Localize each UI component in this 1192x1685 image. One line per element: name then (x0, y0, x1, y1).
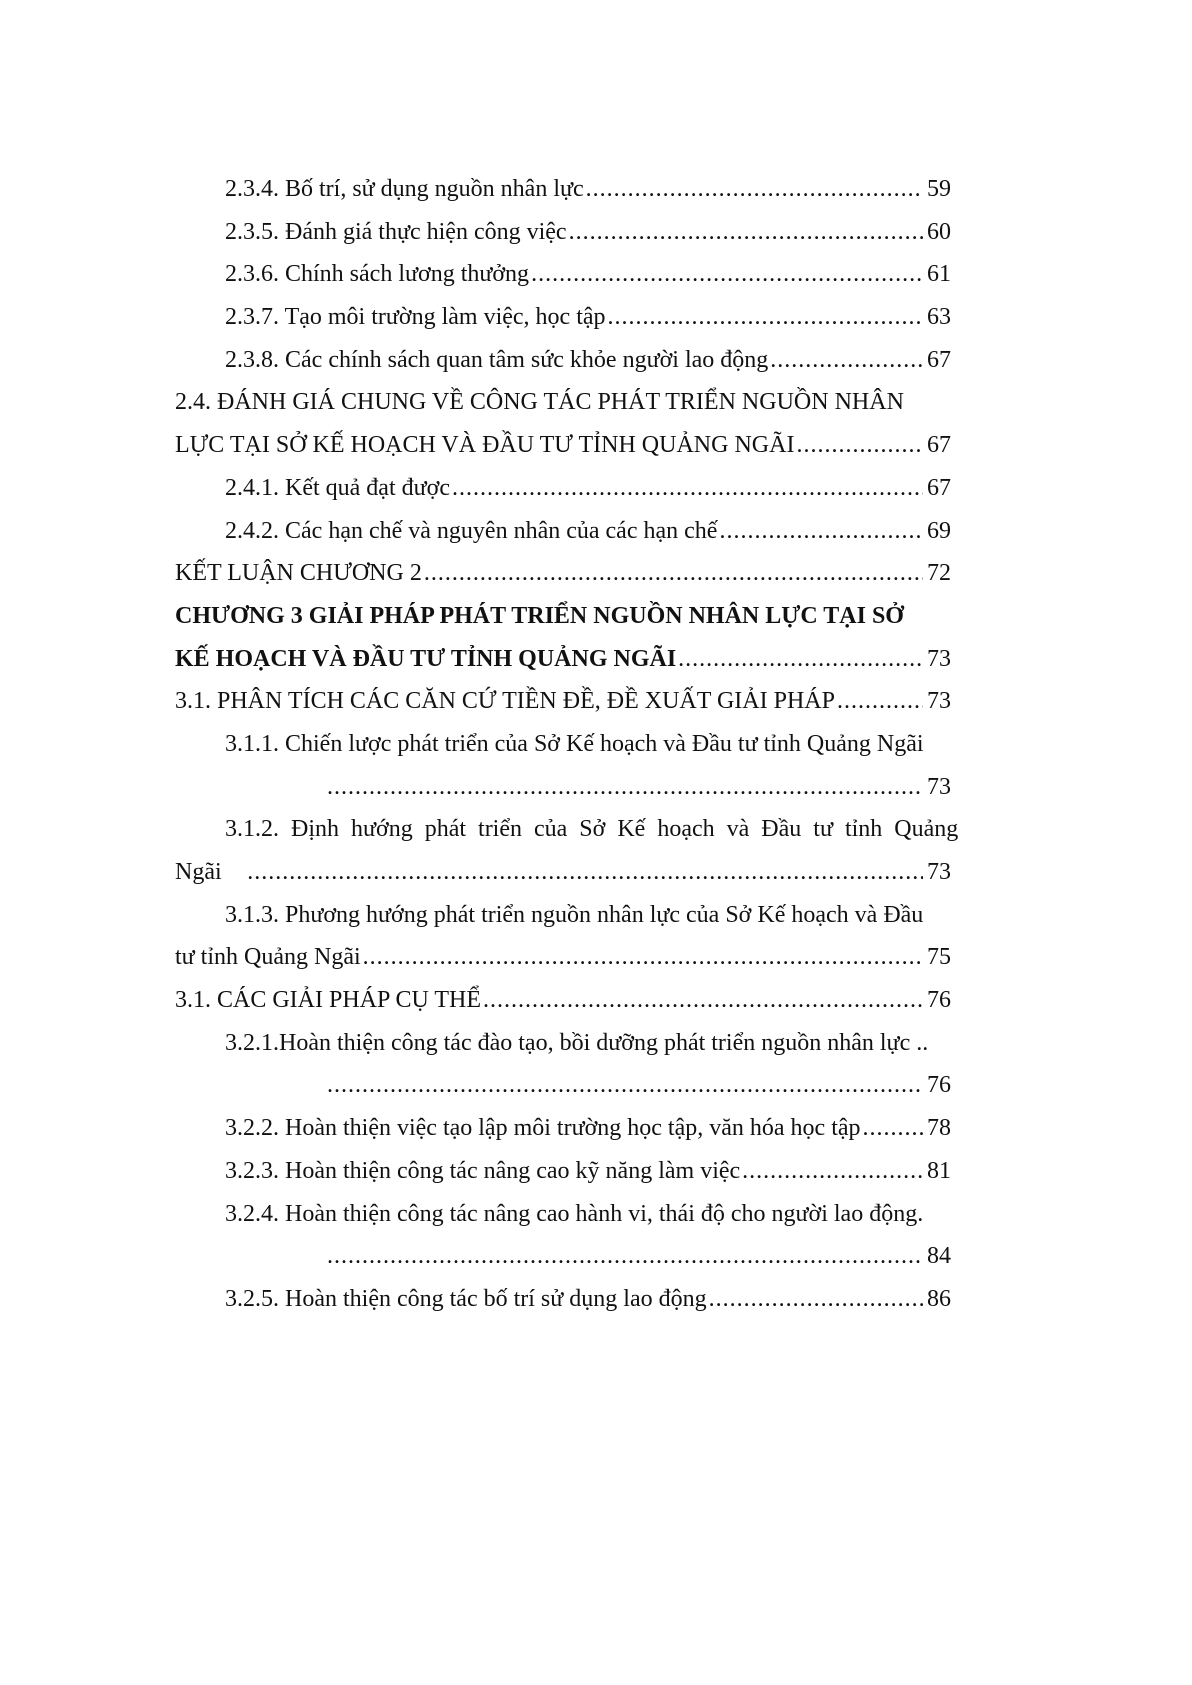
toc-entry-title: 2.4.1. Kết quả đạt được (225, 474, 450, 501)
toc-entry-title: 3.1. CÁC GIẢI PHÁP CỤ THỂ (175, 987, 482, 1014)
toc-entry-title: 2.4.2. Các hạn chế và nguyên nhân của các hạn chế (225, 517, 718, 544)
toc-entry-3-1-phan-tich[interactable] (175, 680, 951, 723)
toc-leader-dots (770, 339, 923, 382)
toc-leader-dots (796, 424, 923, 467)
toc-page-number: 81 (927, 1157, 951, 1184)
toc-entry-title-line2: LỰC TẠI SỞ KẾ HOẠCH VÀ ĐẦU TƯ TỈNH QUẢNG NGÃI (175, 432, 795, 459)
toc-entry-title: 3.2.2. Hoàn thiện việc tạo lập môi trường học tập, văn hóa học tập (225, 1115, 861, 1142)
toc-entry-title-line2: tư tỉnh Quảng Ngãi (175, 944, 361, 971)
toc-entry-title: 2.3.8. Các chính sách quan tâm sức khỏe người lao động (225, 346, 769, 373)
toc-leader-dots (709, 1278, 923, 1321)
toc-entry-3-1-cac-giai-phap[interactable] (175, 979, 951, 1022)
toc-entry-title-line2: KẾ HOẠCH VÀ ĐẦU TƯ TỈNH QUẢNG NGÃI (175, 645, 677, 672)
toc-entry-title: 2.3.5. Đánh giá thực hiện công việc (225, 218, 567, 245)
toc-entry-title-line1: CHƯƠNG 3 GIẢI PHÁP PHÁT TRIỂN NGUỒN NHÂN LỰC TẠI SỞ (175, 602, 904, 629)
toc-entry-title: 3.2.5. Hoàn thiện công tác bố trí sử dụng lao động (225, 1285, 707, 1312)
toc-entry-chuong-3[interactable] (175, 595, 951, 680)
toc-page-number: 73 (927, 688, 951, 715)
toc-leader-dots (837, 680, 923, 723)
toc-entry-title-line1: 3.2.4. Hoàn thiện công tác nâng cao hành vi, thái độ cho người lao động. (225, 1200, 924, 1227)
toc-page-number: 67 (927, 346, 951, 373)
toc-page-number: 73 (927, 859, 951, 885)
toc-leader-dots (327, 1064, 923, 1107)
toc-leader-dots (327, 1235, 923, 1278)
toc-page-number: 67 (927, 474, 951, 501)
toc-leader-dots (327, 766, 923, 809)
toc-leader-dots (719, 510, 923, 553)
toc-entry-2-3-8[interactable] (175, 339, 951, 382)
toc-entry-2-4-2[interactable] (175, 510, 951, 553)
toc-entry-3-1-1[interactable] (175, 723, 951, 808)
toc-leader-dots (483, 979, 923, 1022)
table-of-contents (175, 168, 959, 1321)
toc-page-number: 76 (927, 987, 951, 1014)
toc-entry-title: 2.3.6. Chính sách lương thưởng (225, 261, 530, 288)
toc-leader-dots (363, 936, 923, 979)
toc-page-number: 75 (927, 944, 951, 971)
toc-entry-title-line1: 3.1.3. Phương hướng phát triển nguồn nhân lực của Sở Kế hoạch và Đầu (225, 901, 924, 928)
toc-leader-dots (247, 851, 923, 894)
toc-page-number: 60 (927, 218, 951, 245)
toc-entry-3-1-3[interactable] (175, 894, 951, 979)
toc-entry-title-line1: 3.1.1. Chiến lược phát triển của Sở Kế hoạch và Đầu tư tỉnh Quảng Ngãi (225, 730, 924, 757)
toc-leader-dots (424, 552, 923, 595)
toc-entry-3-1-2[interactable] (175, 808, 959, 893)
toc-page-number: 61 (927, 261, 951, 288)
toc-leader-dots (863, 1107, 923, 1150)
toc-page-number: 78 (927, 1115, 951, 1142)
toc-page-number: 84 (927, 1243, 951, 1270)
toc-entry-2-4-1[interactable] (175, 467, 951, 510)
toc-leader-dots (531, 253, 923, 296)
toc-page-number: 59 (927, 176, 951, 202)
toc-page-number: 86 (927, 1285, 951, 1312)
toc-leader-dots (586, 168, 923, 211)
toc-entry-title: 2.3.4. Bố trí, sử dụng nguồn nhân lực (225, 176, 584, 202)
toc-entry-title: KẾT LUẬN CHƯƠNG 2 (175, 560, 422, 587)
toc-leader-dots (608, 296, 923, 339)
toc-page-number: 73 (927, 645, 951, 672)
toc-entry-title-line1: 2.4. ĐÁNH GIÁ CHUNG VỀ CÔNG TÁC PHÁT TRIỂN NGUỒN NHÂN (175, 389, 904, 416)
toc-entry-title-line1: 3.1.2. Định hướng phát triển của Sở Kế hoạch và Đầu tư tỉnh Quảng (225, 816, 959, 843)
toc-page-number: 73 (927, 773, 951, 800)
toc-entry-title: 3.1. PHÂN TÍCH CÁC CĂN CỨ TIỀN ĐỀ, ĐỀ XUẤT GIẢI PHÁP (175, 688, 835, 715)
toc-entry-3-2-3[interactable] (175, 1150, 951, 1193)
toc-entry-3-2-4[interactable] (175, 1193, 951, 1278)
toc-entry-3-2-2[interactable] (175, 1107, 951, 1150)
toc-entry-title-line2: Ngãi (175, 859, 222, 885)
toc-leader-dots (569, 211, 923, 254)
toc-leader-dots (452, 467, 923, 510)
toc-page-number: 67 (927, 432, 951, 459)
toc-page-number: 69 (927, 517, 951, 544)
toc-entry-2-3-4[interactable] (175, 168, 951, 211)
toc-entry-ket-luan-chuong-2[interactable] (175, 552, 951, 595)
toc-entry-title: 3.2.3. Hoàn thiện công tác nâng cao kỹ năng làm việc (225, 1157, 741, 1184)
toc-page-number: 63 (927, 304, 951, 331)
toc-leader-dots (678, 638, 923, 681)
toc-entry-3-2-1[interactable] (175, 1022, 951, 1107)
toc-page-number: 72 (927, 560, 951, 587)
toc-entry-title: 2.3.7. Tạo môi trường làm việc, học tập (225, 304, 606, 331)
toc-page-number: 76 (927, 1072, 951, 1099)
toc-entry-2-3-7[interactable] (175, 296, 951, 339)
toc-entry-2-3-5[interactable] (175, 211, 951, 254)
toc-entry-2-3-6[interactable] (175, 253, 951, 296)
toc-entry-title-line1: 3.2.1.Hoàn thiện công tác đào tạo, bồi dưỡng phát triển nguồn nhân lực .. (225, 1029, 929, 1056)
toc-leader-dots (742, 1150, 923, 1193)
toc-entry-2-4[interactable] (175, 381, 951, 466)
toc-entry-3-2-5[interactable] (175, 1278, 951, 1321)
